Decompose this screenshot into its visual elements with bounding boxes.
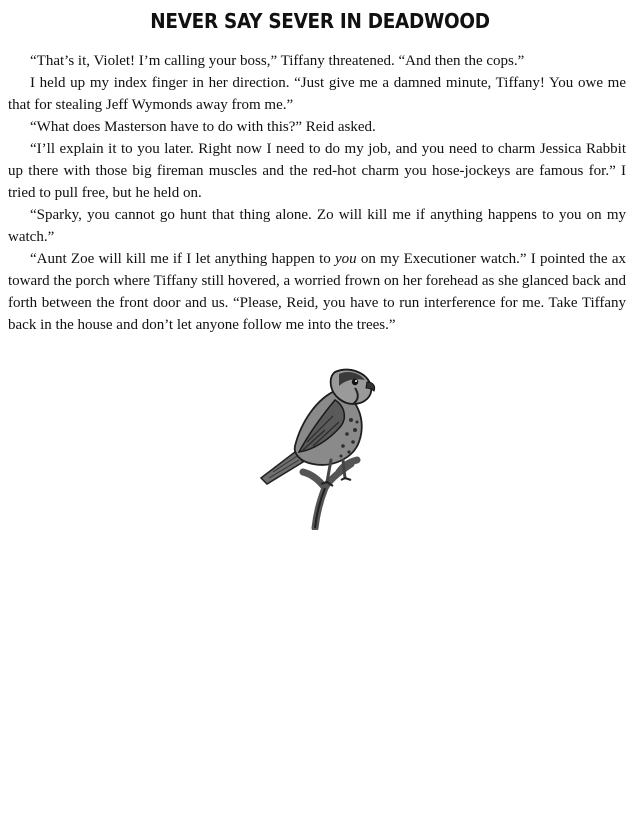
emphasis-text: you xyxy=(335,251,357,267)
paragraph: “What does Masterson have to do with this?” Reid asked. xyxy=(30,119,376,135)
text-span: on my Executioner watch.” I pointed the ax toward the porch where Tiffany still hovered, a worried frown on her forehead as she glanced back and forth between the front door and us. “Please, Reid, you have to run interference for me. Take Tiffany back in the house and don’t let anyone follow me into the trees.” xyxy=(8,251,626,333)
hawk-illustration xyxy=(255,360,385,530)
paragraph-last xyxy=(8,248,626,336)
text-span: “Aunt Zoe will kill me if I let anything happen to xyxy=(30,251,335,267)
paragraph: “Sparky, you cannot go hunt that thing alone. Zo will kill me if anything happens to you on my watch.” xyxy=(8,207,626,245)
paragraph: “I’ll explain it to you later. Right now I need to do my job, and you need to charm Jessica Rabbit up there with those big fireman muscles and the red-hot charm you hose-jockeys are famous for.” I tried to pull free, but he held on. xyxy=(8,141,626,201)
body-text xyxy=(8,50,626,336)
paragraph: “That’s it, Violet! I’m calling your boss,” Tiffany threatened. “And then the cops.” xyxy=(30,53,525,69)
paragraph: I held up my index finger in her direction. “Just give me a damned minute, Tiffany! You owe me that for stealing Jeff Wymonds away from me.” xyxy=(8,75,626,113)
chapter-title: NEVER SAY SEVER IN DEADWOOD xyxy=(150,9,490,33)
